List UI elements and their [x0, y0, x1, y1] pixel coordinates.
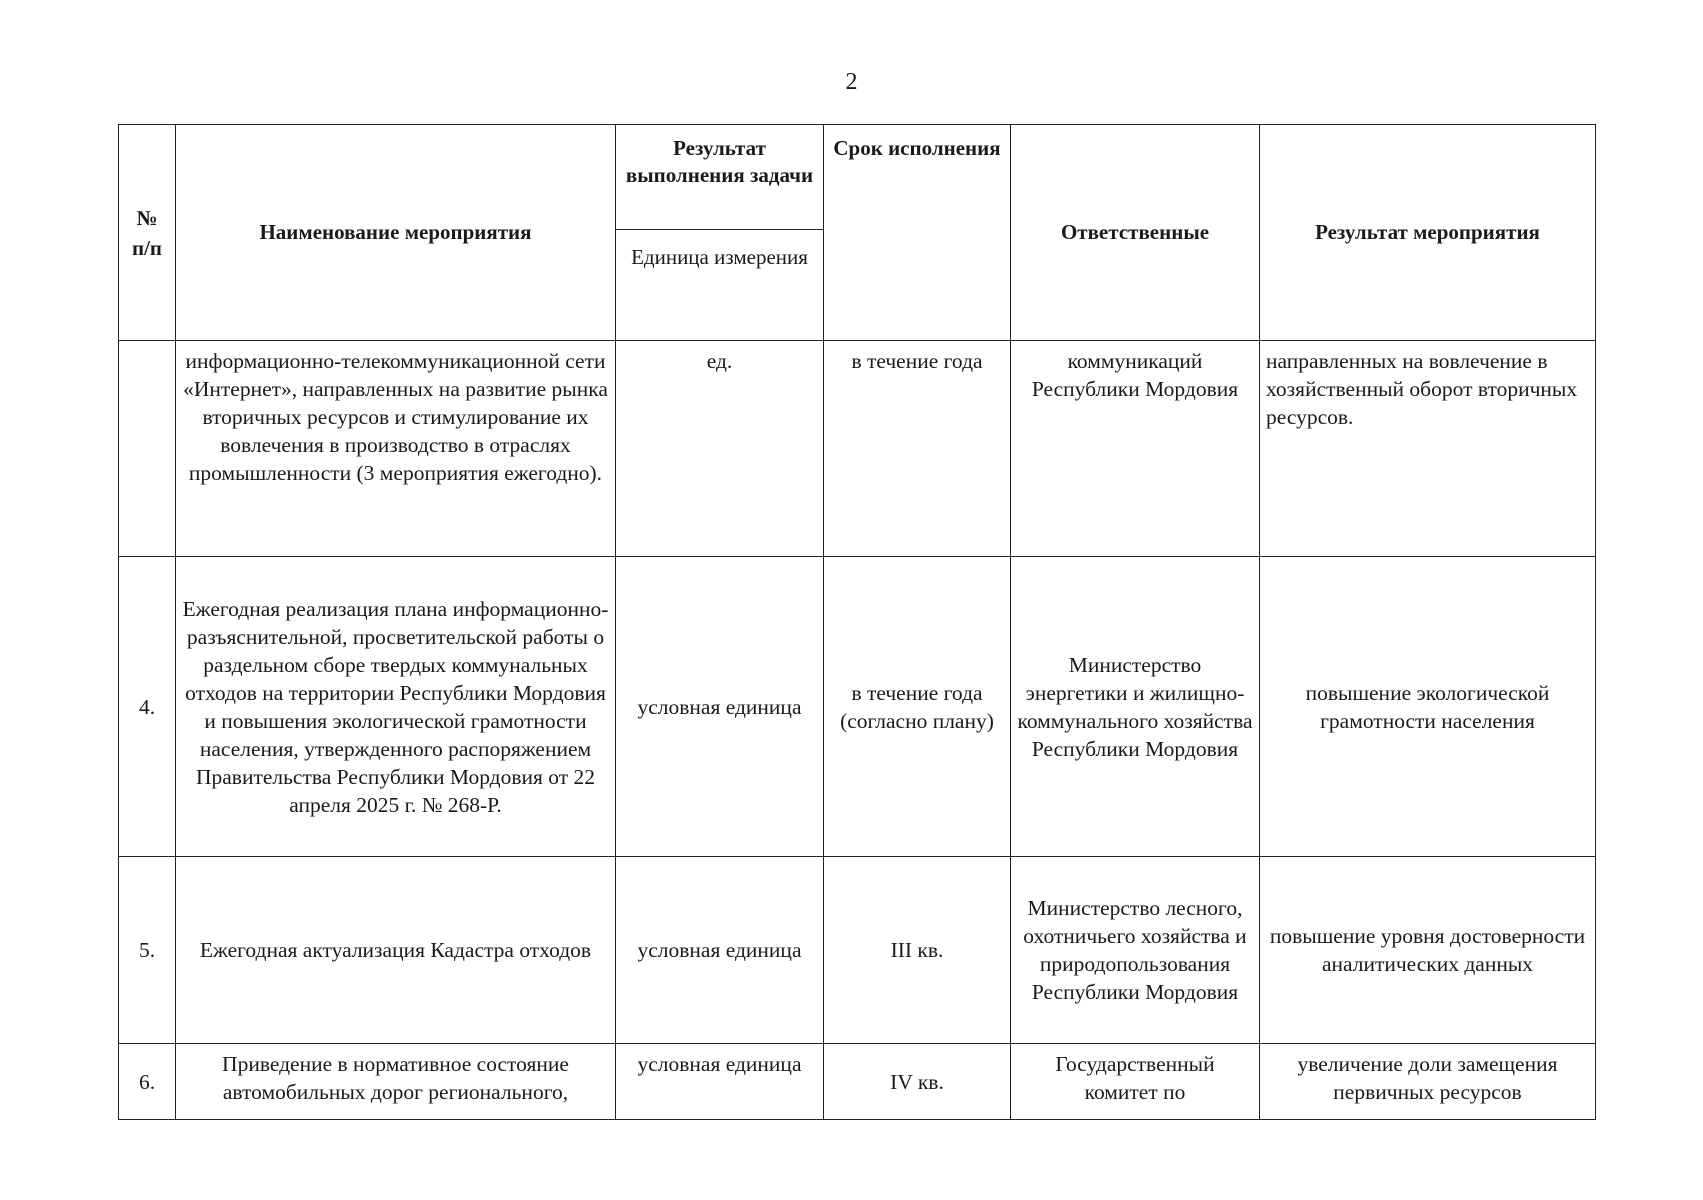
- row-unit: условная единица: [616, 557, 824, 857]
- row-deadline: в течение года (согласно плану): [824, 557, 1011, 857]
- row-result: повышение экологической грамотности населения: [1260, 557, 1596, 857]
- row-unit: ед.: [616, 341, 824, 557]
- row-event-name: информационно-телекоммуникационной сети «Интернет», направленных на развитие рынка вторичных ресурсов и стимулирование их вовлечения в производство в отраслях промышленности (3 мероприятия ежегодно).: [176, 341, 616, 557]
- row-number: 6.: [119, 1044, 176, 1120]
- table-row: [119, 857, 1596, 1044]
- row-result: увеличение доли замещения первичных ресурсов: [1260, 1044, 1596, 1120]
- row-unit: условная единица: [616, 857, 824, 1044]
- row-responsible: коммуникаций Республики Мордовия: [1011, 341, 1260, 557]
- page-number: 2: [845, 69, 858, 95]
- table-row: [119, 557, 1596, 857]
- row-number: 4.: [119, 557, 176, 857]
- header-deadline: Срок исполнения: [824, 125, 1011, 341]
- row-number: 5.: [119, 857, 176, 1044]
- row-event-name: Ежегодная актуализация Кадастра отходов: [176, 857, 616, 1044]
- table-row: [119, 341, 1596, 557]
- header-task-result: Результат выполнения задачи: [616, 125, 824, 230]
- header-unit: Единица измерения: [616, 230, 824, 341]
- table-row: [119, 1044, 1596, 1120]
- row-responsible: Министерство энергетики и жилищно-коммунального хозяйства Республики Мордовия: [1011, 557, 1260, 857]
- header-row: [119, 125, 1596, 230]
- row-result: повышение уровня достоверности аналитических данных: [1260, 857, 1596, 1044]
- activities-table: [118, 124, 1596, 1120]
- row-deadline: в течение года: [824, 341, 1011, 557]
- header-number: № п/п: [119, 125, 176, 341]
- row-responsible: Министерство лесного, охотничьего хозяйства и природопользования Республики Мордовия: [1011, 857, 1260, 1044]
- header-responsible: Ответственные: [1011, 125, 1260, 341]
- row-event-name: Приведение в нормативное состояние автомобильных дорог регионального,: [176, 1044, 616, 1120]
- row-unit: условная единица: [616, 1044, 824, 1120]
- header-event-result: Результат мероприятия: [1260, 125, 1596, 341]
- header-event-name: Наименование мероприятия: [176, 125, 616, 341]
- row-deadline: III кв.: [824, 857, 1011, 1044]
- row-responsible: Государственный комитет по: [1011, 1044, 1260, 1120]
- row-number: [119, 341, 176, 557]
- row-result: направленных на вовлечение в хозяйственный оборот вторичных ресурсов.: [1260, 341, 1596, 557]
- row-event-name: Ежегодная реализация плана информационно-разъяснительной, просветительской работы о раздельном сборе твердых коммунальных отходов на территории Республики Мордовия и повышения экологической грамотности населения, утвержденного распоряжением Правительства Республики Мордовия от 22 апреля 2025 г. № 268-Р.: [176, 557, 616, 857]
- row-deadline: IV кв.: [824, 1044, 1011, 1120]
